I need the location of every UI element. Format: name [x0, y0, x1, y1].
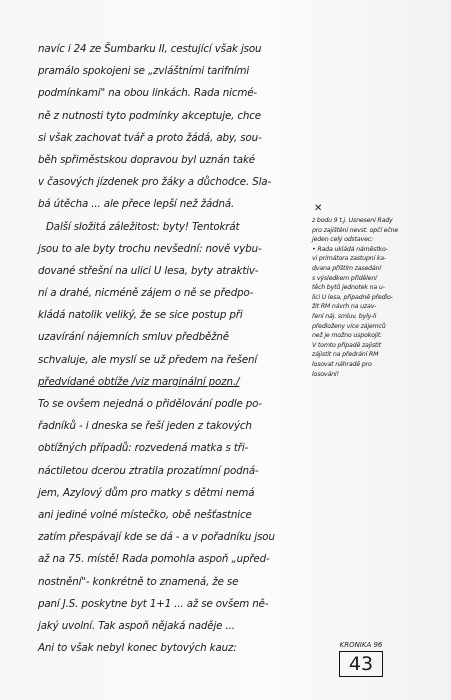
- margin-note-line: losování!: [312, 370, 339, 378]
- margin-note-line: losovat náhradě pro: [312, 360, 372, 368]
- page-footer: [333, 641, 389, 679]
- text-line: až na 75. místě! Rada pomohla aspoň „upřed-: [38, 553, 270, 566]
- margin-note-line: předloženy více zájemců: [312, 322, 386, 330]
- text-line: ně z nutnosti tyto podmínky akceptuje, chce: [38, 109, 261, 122]
- text-line: jem, Azylový dům pro matky s dětmi nemá: [38, 486, 255, 499]
- chronicle-handwritten-text: [38, 38, 310, 659]
- margin-note-line: pro zajištění nevst. opčí ečne: [312, 226, 399, 234]
- margin-note-line: z bodu 9 t.j. Usnesení Rady: [312, 217, 393, 224]
- margin-note-line: žit RM návrh na uzav-: [312, 303, 377, 311]
- text-line: běh spřiměstskou dopravou byl uznán také: [38, 153, 255, 166]
- text-line: Ani to však nebyl konec bytových kauz:: [38, 642, 237, 655]
- text-line: ani jediné volné místečko, obě nešťastnice: [38, 508, 252, 521]
- text-line: Další složitá záležitost: byty! Tentokrát: [46, 220, 240, 233]
- page-number: 43: [339, 651, 383, 677]
- text-line: jaký uvolní. Tak aspoň nějaká naděje ...: [38, 619, 235, 632]
- margin-note-line: zájistit na předrání RM: [312, 351, 379, 359]
- text-line: schvaluje, ale myslí se už předem na řešení: [38, 353, 258, 366]
- text-line: podmínkami" na obou linkách. Rada nicmé-: [38, 87, 257, 100]
- margin-note-line: vi primátora zastupní ka-: [312, 255, 386, 263]
- marginal-note: [312, 216, 448, 379]
- margin-note-line: • Rada ukládá náměstko-: [312, 245, 388, 253]
- margin-note-line: než je možno uspokojit.: [312, 332, 382, 340]
- margin-note-line: těch bytů jednotek na u-: [312, 284, 385, 292]
- text-line: uzavírání nájemních smluv předběžně: [38, 331, 229, 344]
- margin-note-line: jeden celý odstavec:: [312, 236, 373, 244]
- text-line: To se ovšem nejedná o přidělování podle po-: [38, 398, 262, 410]
- text-line: náctiletou dcerou ztratila prozatímní podná-: [38, 464, 259, 477]
- text-line: kládá natolik veliký, že se sice postup při: [38, 309, 243, 322]
- text-line: bá útěcha ... ale přece lepší než žádná.: [38, 198, 235, 211]
- margin-note-line: s výsledkem přidělení: [312, 274, 377, 282]
- text-line: předvídané obtíže /viz marginální pozn./: [38, 375, 240, 388]
- text-line: dované střešní na ulici U lesa, byty atraktiv-: [38, 264, 259, 277]
- margin-note-line: ření náj. smluv, byly-li: [312, 312, 377, 320]
- text-line: řadníků - i dneska se řeší jeden z takových: [38, 420, 252, 433]
- text-line: jsou to ale byty trochu nevšední: nově vybu-: [38, 242, 262, 255]
- text-line: v časových jízdenek pro žáky a důchodce. Sla-: [38, 176, 272, 189]
- cross-mark-icon: ✕: [314, 203, 323, 214]
- text-line: paní J.S. poskytne byt 1+1 ... až se ovšem ně-: [38, 597, 269, 610]
- text-line: pramálo spokojeni se „zvláštními tarifními: [38, 65, 250, 78]
- text-line: nostnění"- konkrétně to znamená, že se: [38, 575, 239, 588]
- text-line: navíc i 24 ze Šumbarku II, cestující však jsou: [38, 43, 262, 55]
- text-line: si však zachovat tvář a proto žádá, aby, sou-: [38, 131, 262, 144]
- text-line: zatím přespávají kde se dá - a v pořadníku jsou: [38, 531, 275, 544]
- text-line: ní a drahé, nicméně zájem o ně se předpo-: [38, 287, 254, 300]
- margin-note-line: lici U lesa, připadně předlo-: [312, 293, 393, 301]
- text-line: obtížných případů: rozvedená matka s tři-: [38, 442, 249, 455]
- chronicle-label: KRONIKA 96: [339, 641, 383, 649]
- margin-note-line: V tomto případě zajistit: [312, 341, 381, 349]
- margin-note-line: dvana příštím zasedání: [312, 264, 381, 272]
